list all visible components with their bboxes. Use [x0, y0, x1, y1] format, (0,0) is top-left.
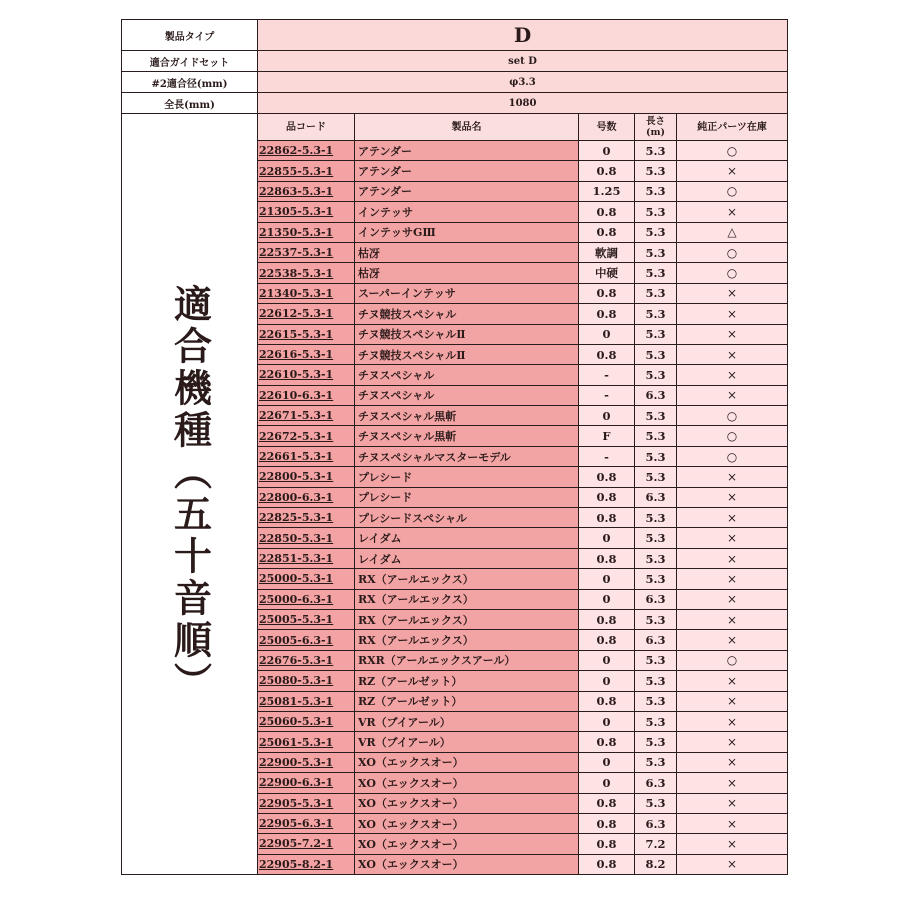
product-code-link[interactable]: 25080-5.3-1	[258, 671, 355, 691]
total-length-label: 全長(mm)	[122, 93, 258, 114]
rod-length: 5.3	[635, 344, 677, 364]
stock-status-icon: ×	[677, 385, 788, 405]
product-name: スーパーインテッサ	[355, 283, 579, 303]
product-code-link[interactable]: 25005-5.3-1	[258, 609, 355, 629]
rod-length: 6.3	[635, 385, 677, 405]
rod-length: 5.3	[635, 141, 677, 161]
stock-status-icon: ×	[677, 161, 788, 181]
rod-length: 5.3	[635, 650, 677, 670]
product-name: RX（アールエックス）	[355, 609, 579, 629]
stock-status-icon: ○	[677, 426, 788, 446]
product-code-link[interactable]: 22537-5.3-1	[258, 242, 355, 262]
stock-status-icon: ×	[677, 711, 788, 731]
rod-length: 5.3	[635, 222, 677, 242]
line-number: -	[579, 365, 635, 385]
rod-length: 5.3	[635, 161, 677, 181]
rod-length: 5.3	[635, 283, 677, 303]
product-name: レイダム	[355, 528, 579, 548]
line-number: 0	[579, 324, 635, 344]
product-code-link[interactable]: 22905-6.3-1	[258, 813, 355, 833]
stock-status-icon: ×	[677, 528, 788, 548]
stock-status-icon: ○	[677, 141, 788, 161]
product-code-link[interactable]: 22862-5.3-1	[258, 141, 355, 161]
product-code-link[interactable]: 22676-5.3-1	[258, 650, 355, 670]
product-type-row	[122, 20, 788, 51]
stock-status-icon: ×	[677, 609, 788, 629]
product-code-link[interactable]: 22800-5.3-1	[258, 467, 355, 487]
stock-status-icon: ×	[677, 854, 788, 874]
line-number: -	[579, 385, 635, 405]
product-code-link[interactable]: 25000-6.3-1	[258, 589, 355, 609]
stock-status-icon: ×	[677, 365, 788, 385]
line-number: 0.8	[579, 813, 635, 833]
line-number: 0.8	[579, 344, 635, 364]
product-name: チヌスペシャル	[355, 365, 579, 385]
product-name: チヌスペシャル黒斬	[355, 406, 579, 426]
product-code-link[interactable]: 22855-5.3-1	[258, 161, 355, 181]
product-code-link[interactable]: 22863-5.3-1	[258, 181, 355, 201]
stock-status-icon: ×	[677, 487, 788, 507]
line-number: 0	[579, 650, 635, 670]
line-number: 0.8	[579, 548, 635, 568]
stock-status-icon: ×	[677, 304, 788, 324]
product-name: RX（アールエックス）	[355, 589, 579, 609]
product-name: RZ（アールゼット）	[355, 691, 579, 711]
stock-status-icon: ○	[677, 263, 788, 283]
rod-length: 7.2	[635, 834, 677, 854]
rod-length: 5.3	[635, 446, 677, 466]
product-code-link[interactable]: 22671-5.3-1	[258, 406, 355, 426]
rod-length: 5.3	[635, 181, 677, 201]
diameter-label: #2適合径(mm)	[122, 72, 258, 93]
line-number: 中硬	[579, 263, 635, 283]
line-number: 0.8	[579, 609, 635, 629]
product-code-link[interactable]: 22538-5.3-1	[258, 263, 355, 283]
stock-status-icon: ×	[677, 732, 788, 752]
rod-length: 6.3	[635, 773, 677, 793]
rod-length: 5.3	[635, 426, 677, 446]
rod-length: 5.3	[635, 242, 677, 262]
product-code-link[interactable]: 22905-8.2-1	[258, 854, 355, 874]
product-name: 枯冴	[355, 242, 579, 262]
product-code-link[interactable]: 25061-5.3-1	[258, 732, 355, 752]
rod-length: 5.3	[635, 406, 677, 426]
total-length-row	[122, 93, 788, 114]
rod-length: 5.3	[635, 365, 677, 385]
header-length	[635, 114, 677, 141]
product-code-link[interactable]: 22900-5.3-1	[258, 752, 355, 772]
product-code-link[interactable]: 22610-5.3-1	[258, 365, 355, 385]
stock-status-icon: ○	[677, 406, 788, 426]
product-name: XO（エックスオー）	[355, 793, 579, 813]
product-type-label: 製品タイプ	[122, 20, 258, 51]
line-number: 0.8	[579, 161, 635, 181]
rod-length: 5.3	[635, 548, 677, 568]
product-code-link[interactable]: 22672-5.3-1	[258, 426, 355, 446]
product-code-link[interactable]: 25000-5.3-1	[258, 569, 355, 589]
total-length-value: 1080	[258, 93, 788, 114]
rod-length: 5.3	[635, 304, 677, 324]
product-code-link[interactable]: 21340-5.3-1	[258, 283, 355, 303]
diameter-value: φ3.3	[258, 72, 788, 93]
rod-length: 5.3	[635, 508, 677, 528]
product-name: XO（エックスオー）	[355, 813, 579, 833]
line-number: 0	[579, 569, 635, 589]
product-code-link[interactable]: 21350-5.3-1	[258, 222, 355, 242]
rod-length: 5.3	[635, 609, 677, 629]
line-number: 0.8	[579, 487, 635, 507]
product-name: RZ（アールゼット）	[355, 671, 579, 691]
compatible-models-label-cell	[122, 114, 258, 875]
product-name: チヌスペシャルマスターモデル	[355, 446, 579, 466]
line-number: -	[579, 446, 635, 466]
product-name: プレシードスペシャル	[355, 508, 579, 528]
product-code-link[interactable]: 22905-7.2-1	[258, 834, 355, 854]
rod-length: 5.3	[635, 793, 677, 813]
rod-length: 5.3	[635, 263, 677, 283]
product-name: チヌスペシャル	[355, 385, 579, 405]
rod-length: 5.3	[635, 467, 677, 487]
product-name: RX（アールエックス）	[355, 630, 579, 650]
product-name: RX（アールエックス）	[355, 569, 579, 589]
product-name: アテンダー	[355, 181, 579, 201]
product-name: チヌ競技スペシャルⅡ	[355, 324, 579, 344]
rod-length: 5.3	[635, 528, 677, 548]
stock-status-icon: ×	[677, 691, 788, 711]
product-name: 枯冴	[355, 263, 579, 283]
rod-length: 5.3	[635, 711, 677, 731]
stock-status-icon: ○	[677, 446, 788, 466]
header-stock: 純正パーツ在庫	[677, 114, 788, 141]
stock-status-icon: ×	[677, 324, 788, 344]
line-number: 0	[579, 773, 635, 793]
rod-length: 8.2	[635, 854, 677, 874]
stock-status-icon: ×	[677, 202, 788, 222]
stock-status-icon: ×	[677, 793, 788, 813]
stock-status-icon: ○	[677, 242, 788, 262]
rod-length: 6.3	[635, 630, 677, 650]
product-name: XO（エックスオー）	[355, 834, 579, 854]
product-type-value: D	[258, 20, 788, 51]
product-code-link[interactable]: 21305-5.3-1	[258, 202, 355, 222]
line-number: 0.8	[579, 732, 635, 752]
line-number: 0	[579, 589, 635, 609]
stock-status-icon: ○	[677, 650, 788, 670]
line-number: 0.8	[579, 222, 635, 242]
stock-status-icon: ×	[677, 752, 788, 772]
rod-length: 5.3	[635, 202, 677, 222]
header-code: 品コード	[258, 114, 355, 141]
spec-table	[121, 19, 788, 875]
product-code-link[interactable]: 22850-5.3-1	[258, 528, 355, 548]
header-length-text: 長さ(m)	[645, 116, 666, 138]
stock-status-icon: ×	[677, 569, 788, 589]
rod-length: 5.3	[635, 691, 677, 711]
product-code-link[interactable]: 22616-5.3-1	[258, 344, 355, 364]
line-number: 0.8	[579, 508, 635, 528]
product-name: インテッサGⅢ	[355, 222, 579, 242]
line-number: 0.8	[579, 630, 635, 650]
line-number: 0	[579, 752, 635, 772]
product-code-link[interactable]: 25005-6.3-1	[258, 630, 355, 650]
product-code-link[interactable]: 25081-5.3-1	[258, 691, 355, 711]
line-number: 0.8	[579, 467, 635, 487]
product-name: アテンダー	[355, 161, 579, 181]
rod-length: 5.3	[635, 732, 677, 752]
product-code-link[interactable]: 22851-5.3-1	[258, 548, 355, 568]
stock-status-icon: ×	[677, 834, 788, 854]
stock-status-icon: ×	[677, 467, 788, 487]
product-code-link[interactable]: 22610-6.3-1	[258, 385, 355, 405]
product-code-link[interactable]: 25060-5.3-1	[258, 711, 355, 731]
line-number: 0	[579, 406, 635, 426]
rod-length: 6.3	[635, 589, 677, 609]
line-number: 0.8	[579, 202, 635, 222]
stock-status-icon: ×	[677, 773, 788, 793]
product-name: XO（エックスオー）	[355, 773, 579, 793]
stock-status-icon: ×	[677, 508, 788, 528]
line-number: F	[579, 426, 635, 446]
guide-set-value: set D	[258, 51, 788, 72]
stock-status-icon: ×	[677, 813, 788, 833]
rod-length: 6.3	[635, 487, 677, 507]
rod-length: 5.3	[635, 671, 677, 691]
header-number: 号数	[579, 114, 635, 141]
product-name: チヌ競技スペシャルⅡ	[355, 344, 579, 364]
product-name: VR（ブイアール）	[355, 711, 579, 731]
line-number: 0.8	[579, 691, 635, 711]
product-name: XO（エックスオー）	[355, 752, 579, 772]
product-name: レイダム	[355, 548, 579, 568]
rod-length: 6.3	[635, 813, 677, 833]
stock-status-icon: ×	[677, 344, 788, 364]
product-code-link[interactable]: 22900-6.3-1	[258, 773, 355, 793]
product-code-link[interactable]: 22825-5.3-1	[258, 508, 355, 528]
product-code-link[interactable]: 22661-5.3-1	[258, 446, 355, 466]
line-number: 0	[579, 711, 635, 731]
product-code-link[interactable]: 22800-6.3-1	[258, 487, 355, 507]
product-name: チヌ競技スペシャル	[355, 304, 579, 324]
product-name: RXR（アールエックスアール）	[355, 650, 579, 670]
line-number: 0.8	[579, 854, 635, 874]
product-name: インテッサ	[355, 202, 579, 222]
product-name: プレシード	[355, 487, 579, 507]
product-name: プレシード	[355, 467, 579, 487]
stock-status-icon: ×	[677, 671, 788, 691]
line-number: 0.8	[579, 834, 635, 854]
product-code-link[interactable]: 22612-5.3-1	[258, 304, 355, 324]
rod-length: 5.3	[635, 324, 677, 344]
stock-status-icon: ○	[677, 181, 788, 201]
product-code-link[interactable]: 22905-5.3-1	[258, 793, 355, 813]
stock-status-icon: ×	[677, 548, 788, 568]
line-number: 0.8	[579, 793, 635, 813]
line-number: 軟調	[579, 242, 635, 262]
line-number: 0.8	[579, 283, 635, 303]
line-number: 0.8	[579, 304, 635, 324]
stock-status-icon: △	[677, 222, 788, 242]
stock-status-icon: ×	[677, 283, 788, 303]
guide-set-label: 適合ガイドセット	[122, 51, 258, 72]
line-number: 0	[579, 671, 635, 691]
compatible-models-label: 適合機種（五十音順）	[167, 284, 213, 705]
line-number: 1.25	[579, 181, 635, 201]
guide-set-row	[122, 51, 788, 72]
spec-sheet	[121, 19, 787, 875]
product-name: アテンダー	[355, 141, 579, 161]
column-header-row	[122, 114, 788, 141]
product-name: XO（エックスオー）	[355, 854, 579, 874]
product-name: VR（ブイアール）	[355, 732, 579, 752]
stock-status-icon: ×	[677, 589, 788, 609]
line-number: 0	[579, 528, 635, 548]
diameter-row	[122, 72, 788, 93]
product-name: チヌスペシャル黒斬	[355, 426, 579, 446]
rod-length: 5.3	[635, 569, 677, 589]
product-code-link[interactable]: 22615-5.3-1	[258, 324, 355, 344]
rod-length: 5.3	[635, 752, 677, 772]
stock-status-icon: ×	[677, 630, 788, 650]
header-name: 製品名	[355, 114, 579, 141]
line-number: 0	[579, 141, 635, 161]
